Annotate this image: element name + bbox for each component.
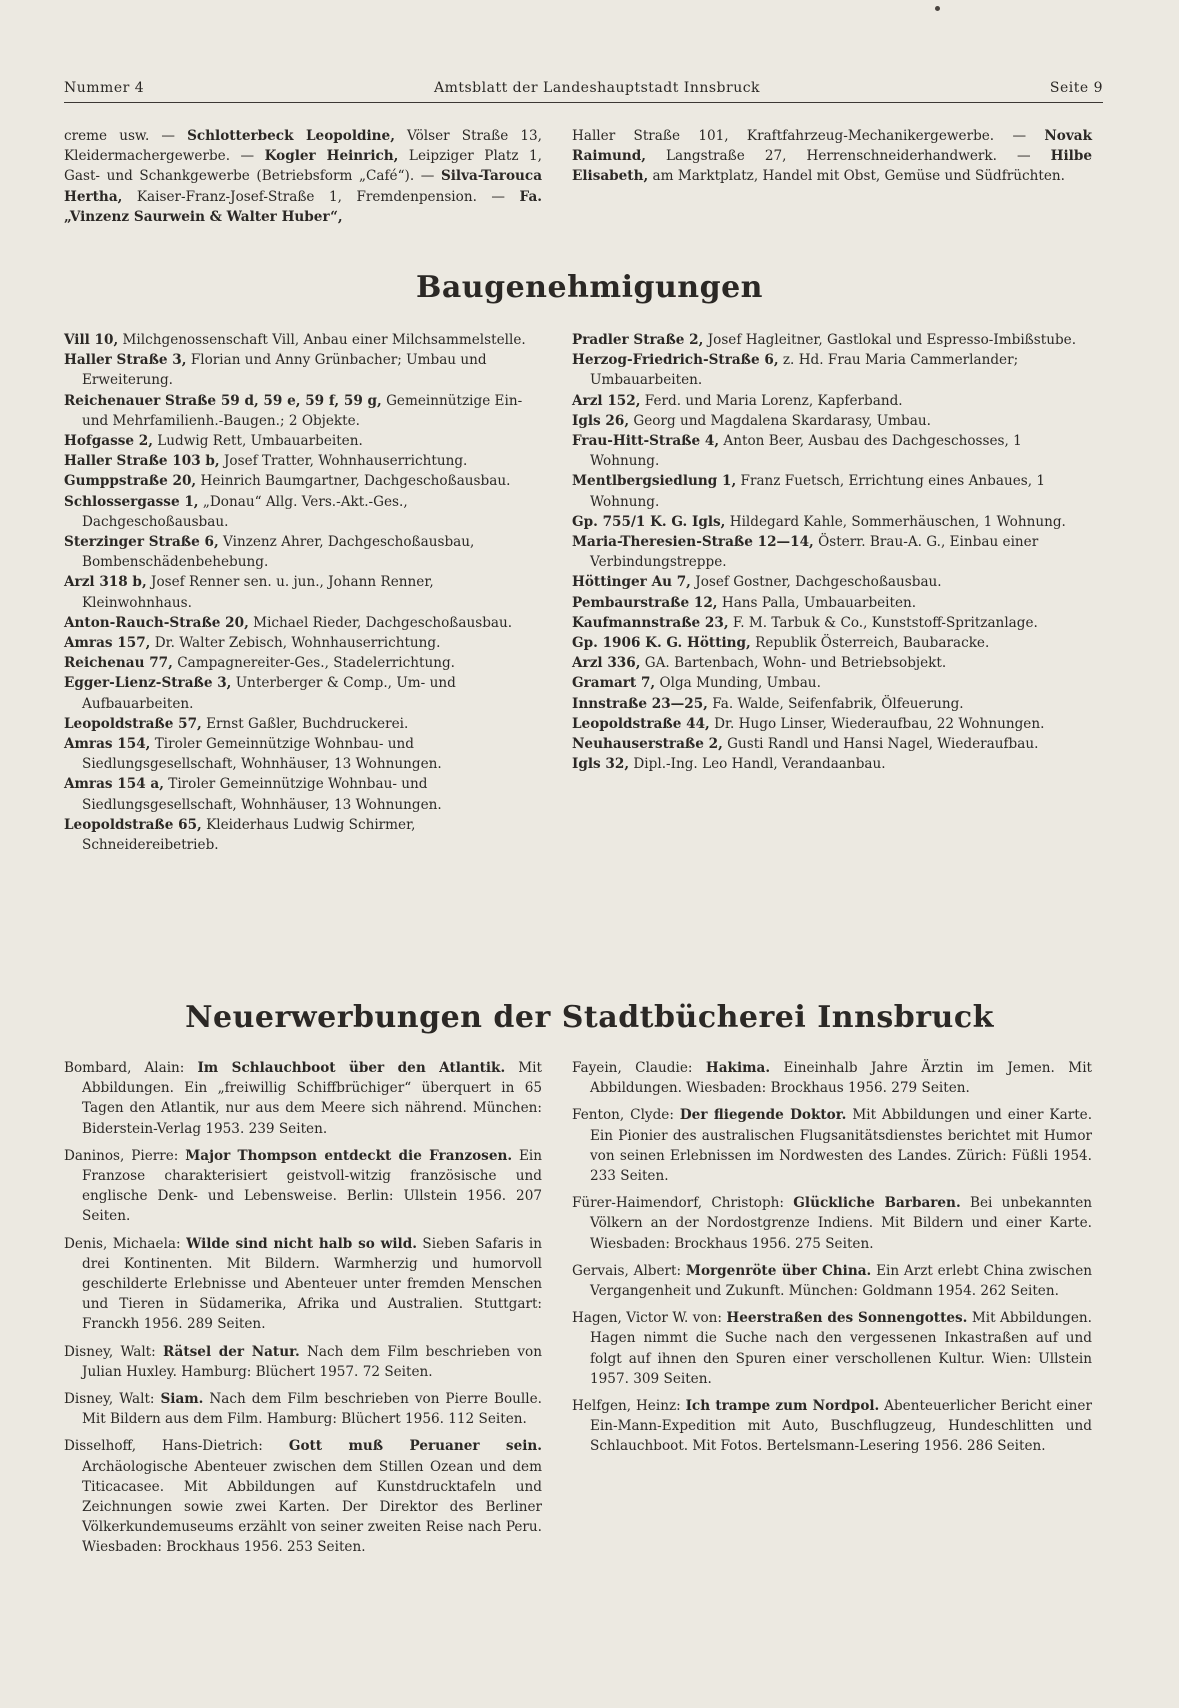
permit-entry: [572, 653, 1092, 673]
book-description: Eineinhalb Jahre Ärztin im Jemen. Mit Abbildungen. Wiesbaden: Brockhaus 1956. 279 Seiten.: [590, 1060, 1093, 1097]
permit-details: Dr. Walter Zebisch, Wohnhauserrichtung.: [150, 635, 441, 652]
permit-details: Hildegard Kahle, Sommerhäuschen, 1 Wohnung.: [725, 513, 1066, 530]
permit-address: Amras 154 a,: [64, 776, 164, 793]
book-title: Ich trampe zum Nordpol.: [685, 1398, 880, 1415]
permit-address: Arzl 336,: [572, 655, 641, 672]
permit-details: Fa. Walde, Seifenfabrik, Ölfeuerung.: [707, 695, 964, 712]
permit-details: Franz Fuetsch, Errichtung eines Anbaues, 1 Wohnung.: [590, 473, 1046, 510]
permit-address: Maria-Theresien-Straße 12—14,: [572, 534, 814, 551]
business-detail: Haller Straße 101, Kraftfahrzeug-Mechanikergewerbe. —: [572, 128, 1045, 144]
business-name: Kogler Heinrich,: [264, 148, 399, 165]
permit-address: Haller Straße 3,: [64, 352, 187, 369]
permit-details: Josef Hagleitner, Gastlokal und Espresso-Imbißstube.: [703, 332, 1077, 348]
book-author: Fayein, Claudie:: [572, 1060, 706, 1076]
permit-address: Hofgasse 2,: [64, 433, 153, 450]
book-title: Rätsel der Natur.: [162, 1343, 300, 1360]
permit-address: Vill 10,: [64, 332, 119, 348]
permit-address: Pradler Straße 2,: [572, 332, 704, 348]
permit-details: „Donau“ Allg. Vers.-Akt.-Ges., Dachgeschoßausbau.: [82, 493, 408, 530]
permit-details: Milchgenossenschaft Vill, Anbau einer Milchsammelstelle.: [118, 332, 526, 348]
book-entry: [572, 1308, 1092, 1389]
book-entry: [64, 1436, 542, 1557]
permit-address: Igls 26,: [572, 412, 630, 429]
book-description: Mit Abbildungen. Ein „freiwillig Schiffbrüchiger“ überquert in 65 Tagen den Atlantik, nur aus dem Meere sich nährend. München: Biderstein-Verlag 1953. 239 Seiten.: [82, 1060, 542, 1137]
permit-address: Schlossergasse 1,: [64, 493, 199, 510]
book-title: Der fliegende Doktor.: [679, 1107, 847, 1124]
neuerwerbungen-column-right: [572, 1058, 1092, 1464]
permit-entry: [572, 673, 1092, 693]
book-author: Hagen, Victor W. von:: [572, 1310, 727, 1327]
permit-entry: [572, 694, 1092, 714]
permit-details: Ludwig Rett, Umbauarbeiten.: [152, 433, 363, 450]
intro-paragraph: [572, 126, 1092, 187]
permit-details: Dipl.-Ing. Leo Handl, Verandaanbau.: [629, 756, 886, 773]
permit-address: Neuhauserstraße 2,: [572, 736, 723, 753]
book-author: Disney, Walt:: [64, 1343, 163, 1360]
permit-entry: [64, 572, 542, 612]
section-title-neuerwerbungen: Neuerwerbungen der Stadtbücherei Innsbruck: [185, 1000, 994, 1035]
permit-details: Campagnereiter-Ges., Stadelerrichtung.: [172, 655, 455, 672]
business-detail: am Marktplatz, Handel mit Obst, Gemüse und Südfrüchten.: [648, 168, 1065, 185]
book-author: Daninos, Pierre:: [64, 1147, 186, 1164]
issue-number: Nummer 4: [64, 80, 145, 96]
permit-address: Gramart 7,: [572, 675, 656, 692]
permit-address: Herzog-Friedrich-Straße 6,: [572, 352, 779, 369]
baugenehmigungen-column-left: [64, 330, 542, 855]
permit-address: Leopoldstraße 57,: [64, 715, 202, 732]
intro-paragraph: [64, 126, 542, 227]
intro-column-right: [572, 126, 1092, 187]
permit-entry: [572, 754, 1092, 774]
permit-entry: [572, 350, 1092, 390]
permit-entry: [572, 411, 1092, 431]
page-number: Seite 9: [1049, 80, 1103, 96]
book-author: Denis, Michaela:: [64, 1235, 187, 1252]
permit-address: Gp. 1906 K. G. Hötting,: [572, 635, 751, 652]
business-detail: Langstraße 27, Herrenschneiderhandwerk. —: [645, 148, 1051, 165]
business-name: Silva-Tarouca Hertha,: [64, 168, 542, 205]
permit-address: Mentlbergsiedlung 1,: [572, 473, 737, 490]
permit-details: Florian und Anny Grünbacher; Umbau und Erweiterung.: [82, 352, 487, 389]
baugenehmigungen-column-right: [572, 330, 1092, 774]
permit-entry: [572, 593, 1092, 613]
permit-address: Leopoldstraße 65,: [64, 816, 202, 833]
book-title: Major Thompson entdeckt die Franzosen.: [185, 1147, 513, 1164]
book-entry: [64, 1234, 542, 1335]
book-entry: [64, 1146, 542, 1227]
book-title: Gott muß Peruaner sein.: [288, 1438, 543, 1455]
permit-details: Österr. Brau-A. G., Einbau einer Verbindungstreppe.: [590, 534, 1039, 571]
book-description: Ein Franzose charakterisiert geistvoll-witzig französische und englische Denk- und Lebensweise. Berlin: Ullstein 1956. 207 Seiten.: [82, 1147, 542, 1225]
permit-entry: [64, 350, 542, 390]
business-detail: Völser Straße 13, Kleidermachergewerbe. —: [64, 128, 542, 165]
book-entry: [64, 1058, 542, 1139]
book-description: Bei unbekannten Völkern an der Nordostgrenze Indiens. Mit Bildern und einer Karte. Wiesbaden: Brockhaus 1956. 275 Seiten.: [590, 1195, 1093, 1252]
permit-address: Kaufmannstraße 23,: [572, 614, 729, 631]
permit-entry: [572, 330, 1092, 350]
permit-details: Ferd. und Maria Lorenz, Kapferband.: [640, 392, 903, 409]
permit-entry: [64, 633, 542, 653]
permit-address: Gp. 755/1 K. G. Igls,: [572, 513, 726, 530]
book-author: Bombard, Alain:: [64, 1060, 198, 1076]
permit-address: Egger-Lienz-Straße 3,: [64, 675, 232, 692]
permit-entry: [64, 613, 542, 633]
book-title: Morgenröte über China.: [685, 1262, 872, 1279]
book-description: Abenteuerlicher Bericht einer Ein-Mann-Expedition mit Auto, Buschflugzeug, Hundeschlitten und Schlauchboot. Mit Fotos. Bertelsmann-Lesering 1956. 286 Seiten.: [590, 1398, 1092, 1455]
business-name: Novak Raimund,: [572, 128, 1092, 165]
permit-entry: [64, 714, 542, 734]
book-entry: [572, 1105, 1092, 1186]
permit-entry: [64, 330, 542, 350]
permit-details: Tiroler Gemeinnützige Wohnbau- und Siedlungsgesellschaft, Wohnhäuser, 13 Wohnungen.: [82, 736, 442, 773]
permit-entry: [572, 633, 1092, 653]
permit-entry: [572, 613, 1092, 633]
book-entry: [64, 1389, 542, 1429]
book-title: Siam.: [160, 1391, 204, 1408]
permit-address: Arzl 318 b,: [64, 574, 147, 591]
permit-details: Michael Rieder, Dachgeschoßausbau.: [248, 614, 513, 631]
business-detail: Leipziger Platz 1, Gast- und Schankgewerbe (Betriebsform „Café“). —: [64, 148, 542, 185]
permit-details: GA. Bartenbach, Wohn- und Betriebsobjekt.: [640, 655, 947, 672]
permit-address: Anton-Rauch-Straße 20,: [64, 614, 249, 631]
permit-address: Reichenauer Straße 59 d, 59 e, 59 f, 59 g,: [64, 392, 382, 409]
business-detail: creme usw. —: [64, 128, 188, 144]
permit-details: Anton Beer, Ausbau des Dachgeschosses, 1 Wohnung.: [590, 433, 1022, 470]
permit-entry: [64, 815, 542, 855]
book-title: Heerstraßen des Sonnengottes.: [726, 1310, 968, 1327]
permit-entry: [572, 714, 1092, 734]
permit-details: F. M. Tarbuk & Co., Kunststoff-Spritzanlage.: [728, 614, 1038, 631]
book-author: Fenton, Clyde:: [572, 1107, 680, 1124]
book-entry: [64, 1342, 542, 1382]
book-description: Mit Abbildungen. Hagen nimmt die Suche nach den vergessenen Inkastraßen auf und folgt auf ihnen den Spuren einer verschollenen Kultur. Wien: Ullstein 1957. 309 Seiten.: [590, 1310, 1092, 1387]
permit-details: Tiroler Gemeinnützige Wohnbau- und Siedlungsgesellschaft, Wohnhäuser, 13 Wohnungen.: [82, 776, 442, 813]
book-author: Fürer-Haimendorf, Christoph:: [572, 1195, 794, 1212]
book-title: Hakima.: [705, 1060, 771, 1076]
permit-address: Arzl 152,: [572, 392, 641, 409]
permit-details: Ernst Gaßler, Buchdruckerei.: [201, 715, 409, 732]
permit-details: Unterberger & Comp., Um- und Aufbauarbeiten.: [82, 675, 456, 712]
business-detail: Kaiser-Franz-Josef-Straße 1, Fremdenpension. —: [122, 188, 520, 205]
permit-details: Vinzenz Ahrer, Dachgeschoßausbau, Bombenschädenbehebung.: [82, 534, 475, 571]
permit-entry: [64, 673, 542, 713]
book-title: Im Schlauchboot über den Atlantik.: [197, 1060, 506, 1076]
permit-address: Sterzinger Straße 6,: [64, 534, 219, 551]
book-description: Sieben Safaris in drei Kontinenten. Mit Bildern. Warmherzig und humorvoll geschilderte Erlebnisse und Abenteuer unter fremden Menschen und Tieren in Südamerika, Afrika und Australien. Stuttgart: Franckh 1956. 289 Seiten.: [82, 1235, 542, 1333]
business-name: Hilbe Elisabeth,: [572, 148, 1092, 185]
permit-details: Kleiderhaus Ludwig Schirmer, Schneidereibetrieb.: [82, 816, 416, 854]
page-header: [64, 80, 1103, 103]
permit-address: Innstraße 23—25,: [572, 695, 708, 712]
book-description: Nach dem Film beschrieben von Julian Huxley. Hamburg: Blüchert 1957. 72 Seiten.: [82, 1343, 542, 1380]
permit-details: Heinrich Baumgartner, Dachgeschoßausbau.: [196, 473, 511, 490]
publication-title: Amtsblatt der Landeshauptstadt Innsbruck: [433, 80, 761, 96]
permit-entry: [64, 492, 542, 532]
book-entry: [572, 1058, 1092, 1098]
permit-address: Haller Straße 103 b,: [64, 453, 220, 470]
permit-entry: [572, 512, 1092, 532]
permit-entry: [572, 572, 1092, 592]
permit-details: Republik Österreich, Baubaracke.: [750, 635, 990, 652]
permit-address: Höttinger Au 7,: [572, 574, 691, 591]
permit-details: Gusti Randl und Hansi Nagel, Wiederaufbau.: [722, 736, 1039, 753]
book-entry: [572, 1396, 1092, 1457]
book-description: Nach dem Film beschrieben von Pierre Boulle. Mit Bildern aus dem Film. Hamburg: Blüchert 1956. 112 Seiten.: [82, 1391, 542, 1428]
permit-entry: [572, 532, 1092, 572]
permit-address: Amras 154,: [64, 736, 151, 753]
permit-details: Olga Munding, Umbau.: [655, 675, 821, 692]
book-description: Mit Abbildungen und einer Karte. Ein Pionier des australischen Flugsanitätsdienstes berichtet mit Humor von seinen Erlebnissen im Nordwesten des Landes. Zürich: Füßli 1954. 233 Seiten.: [590, 1107, 1093, 1185]
permit-address: Gumppstraße 20,: [64, 473, 197, 490]
permit-details: Josef Tratter, Wohnhauserrichtung.: [219, 453, 468, 470]
permit-entry: [64, 734, 542, 774]
permit-entry: [64, 774, 542, 814]
permit-entry: [572, 734, 1092, 754]
business-name: Fa. „Vinzenz Saurwein & Walter Huber“,: [64, 188, 542, 225]
permit-address: Reichenau 77,: [64, 655, 173, 672]
permit-details: Georg und Magdalena Skardarasy, Umbau.: [629, 412, 931, 429]
permit-entry: [572, 431, 1092, 471]
book-author: Gervais, Albert:: [572, 1262, 686, 1279]
intro-column-left: [64, 126, 542, 227]
section-title-baugenehmigungen: Baugenehmigungen: [416, 270, 763, 305]
business-name: Schlotterbeck Leopoldine,: [187, 128, 395, 144]
book-author: Disselhoff, Hans-Dietrich:: [64, 1438, 289, 1455]
book-entry: [572, 1261, 1092, 1301]
neuerwerbungen-column-left: [64, 1058, 542, 1565]
permit-entry: [64, 391, 542, 431]
permit-entry: [572, 471, 1092, 511]
permit-address: Frau-Hitt-Straße 4,: [572, 433, 720, 450]
permit-details: Dr. Hugo Linser, Wiederaufbau, 22 Wohnungen.: [709, 715, 1045, 732]
ink-speck: [935, 6, 940, 11]
permit-entry: [64, 471, 542, 491]
permit-address: Leopoldstraße 44,: [572, 715, 710, 732]
book-description: Archäologische Abenteuer zwischen dem Stillen Ozean und dem Titicacasee. Mit Abbildungen auf Kunstdrucktafeln und Zeichnungen sowie zwei Karten. Der Direktor des Berliner Völkerkundemuseums erzählt von seiner zweiten Reise nach Peru. Wiesbaden: Brockhaus 1956. 253 Seiten.: [82, 1458, 542, 1556]
permit-entry: [64, 532, 542, 572]
permit-address: Igls 32,: [572, 756, 630, 773]
permit-entry: [64, 653, 542, 673]
book-author: Disney, Walt:: [64, 1391, 161, 1408]
permit-address: Pembaurstraße 12,: [572, 594, 718, 611]
permit-details: Josef Gostner, Dachgeschoßausbau.: [690, 574, 942, 591]
permit-entry: [64, 451, 542, 471]
book-author: Helfgen, Heinz:: [572, 1398, 686, 1415]
book-title: Glückliche Barbaren.: [793, 1195, 961, 1212]
permit-details: z. Hd. Frau Maria Cammerlander; Umbauarbeiten.: [590, 352, 1019, 389]
permit-entry: [572, 391, 1092, 411]
permit-details: Gemeinnützige Ein- und Mehrfamilienh.-Baugen.; 2 Objekte.: [82, 392, 523, 429]
book-title: Wilde sind nicht halb so wild.: [186, 1235, 417, 1252]
book-description: Ein Arzt erlebt China zwischen Vergangenheit und Zukunft. München: Goldmann 1954. 262 Seiten.: [590, 1262, 1092, 1300]
permit-details: Hans Palla, Umbauarbeiten.: [717, 594, 917, 611]
permit-details: Josef Renner sen. u. jun., Johann Renner, Kleinwohnhaus.: [82, 574, 434, 611]
permit-address: Amras 157,: [64, 635, 151, 652]
book-entry: [572, 1193, 1092, 1254]
permit-entry: [64, 431, 542, 451]
